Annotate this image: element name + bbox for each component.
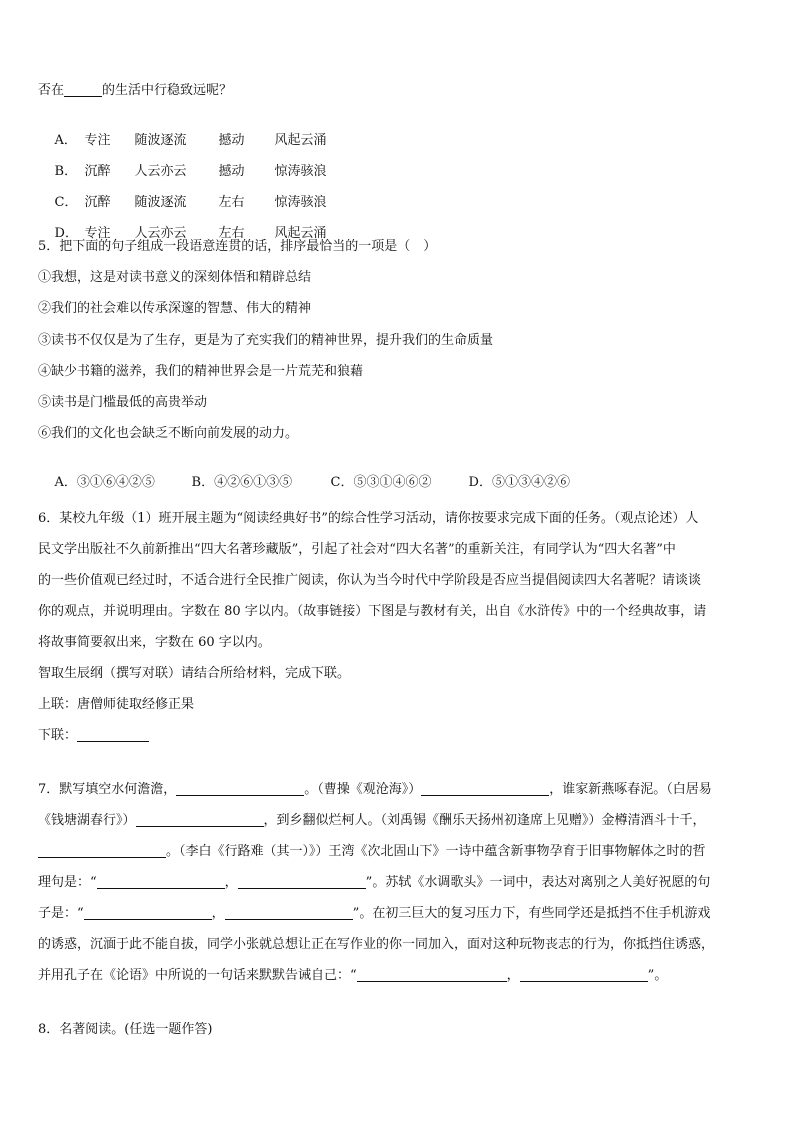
- option-word: 左右: [218, 195, 245, 210]
- option-label: C．: [54, 195, 78, 210]
- q6-text-line: 的一些价值观已经过时，不适合进行全民推广阅读，你认为当今时代中学阶段是否应当提倡阅读四大名著呢？请谈谈: [38, 573, 702, 588]
- option-word: 风起云涌: [274, 133, 327, 148]
- q8-stem: 8．名著阅读。(任选一题作答): [38, 1022, 213, 1037]
- text-segment: 的生活中行稳致远呢？: [102, 83, 233, 98]
- q6-shanglian: 上联：唐僧师徒取经修正果: [38, 697, 195, 712]
- q7-line: [38, 905, 710, 923]
- answer-blank: [136, 812, 264, 827]
- text-segment: ，谁家新燕啄春泥。（白居易: [549, 782, 712, 797]
- option-word: 随波逐流: [134, 195, 187, 210]
- q5-options: [38, 456, 570, 510]
- text-segment: 子是：“: [38, 906, 84, 921]
- text-segment: ，: [506, 968, 520, 983]
- option-label: D．: [54, 226, 78, 241]
- text-segment: 。（李白《行路难（其一）》）王湾《次北固山下》一诗中蕴含新事物孕育于旧事物解体之时的哲: [166, 844, 706, 859]
- option-label: A．: [54, 133, 77, 148]
- option-word: 惊涛骇浪: [274, 195, 327, 210]
- q6-text-line: 6．某校九年级（1）班开展主题为“阅读经典好书”的综合性学习活动，请你按要求完成下面的任务。（观点论述）人: [38, 511, 699, 526]
- q6-xialian: [38, 727, 149, 745]
- option-word: 随波逐流: [134, 133, 187, 148]
- q5-sentence: ⑥我们的文化也会缺乏不断向前发展的动力。: [38, 426, 299, 441]
- option-choice: D．⑤①③④②⑥: [468, 475, 570, 490]
- answer-blank: [176, 781, 304, 796]
- answer-blank: [421, 781, 549, 796]
- option-word: 人云亦云: [134, 164, 187, 179]
- q7-line: 的诱惑，沉湎于此不能自拔，同学小张就总想让正在写作业的你一同加入，面对这种玩物丧志的行为，你抵挡住诱惑，: [38, 937, 715, 952]
- text-segment: 否在: [38, 83, 65, 98]
- text-segment: ，: [224, 875, 238, 890]
- option-word: 撼动: [218, 133, 245, 148]
- option-word: 左右: [218, 226, 245, 241]
- option-word: 惊涛骇浪: [274, 164, 327, 179]
- answer-blank: [84, 905, 212, 920]
- q5-sentence: ④缺少书籍的滋养，我们的精神世界会是一片荒芜和狼藉: [38, 364, 364, 379]
- text-segment: 并用孔子在《论语》中所说的一句话来默默告诫自己：“: [38, 968, 357, 983]
- text-segment: ，到乡翻似烂柯人。（刘禹锡《酬乐天扬州初逢席上见赠》）金樽清酒斗十千，: [263, 813, 706, 828]
- answer-blank: [520, 967, 648, 982]
- q6-text-line: 民文学出版社不久前新推出“四大名著珍藏版”，引起了社会对“四大名著”的重新关注，有同学认为“四大名著”中: [38, 542, 676, 557]
- answer-blank: [225, 905, 353, 920]
- text-segment: 。（曹操《观沧海》）: [304, 782, 422, 797]
- option-word: 沉醉: [84, 164, 111, 179]
- q6-text-line: 将故事简要叙出来，字数在 60 字以内。: [38, 635, 271, 650]
- xialian-label: 下联：: [38, 728, 78, 743]
- text-segment: ”。在初三巨大的复习压力下，有些同学还是抵挡不住手机游戏: [352, 906, 711, 921]
- option-word: 沉醉: [84, 195, 111, 210]
- text-segment: 《钱塘湖春行》）: [38, 813, 136, 828]
- text-segment: 7．默写填空水何澹澹，: [38, 782, 177, 797]
- q7-line: [38, 843, 706, 861]
- text-segment: 理句是：“: [38, 875, 97, 890]
- q5-stem: 5．把下面的句子组成一段语意连贯的话，排序最恰当的一项是（ ）: [38, 239, 437, 254]
- text-segment: ”。苏轼《水调歌头》一词中，表达对离别之人美好祝愿的句: [365, 875, 711, 890]
- option-choice: C．⑤③①④⑥②: [330, 475, 432, 490]
- q5-sentence: ⑤读书是门槛最低的高贵举动: [38, 395, 208, 410]
- answer-blank: [97, 874, 225, 889]
- option-choice: B．④②⑥①③⑤: [191, 475, 293, 490]
- text-segment: ”。: [647, 968, 668, 983]
- q6-text-line: 你的观点，并说明理由。字数在 80 字以内。（故事链接）下图是与教材有关，出自《水浒传》中的一个经典故事，请: [38, 604, 707, 619]
- q5-sentence: ②我们的社会难以传承深邃的智慧、伟大的精神: [38, 301, 312, 316]
- q5-sentence: ①我想，这是对读书意义的深刻体悟和精辟总结: [38, 270, 312, 285]
- option-word: 撼动: [218, 164, 245, 179]
- option-word: 专注: [84, 226, 111, 241]
- q7-line: [38, 781, 712, 799]
- q5-sentence: ③读书不仅仅是为了生存，更是为了充实我们的精神世界，提升我们的生命质量: [38, 333, 494, 348]
- q6-text-line: 智取生辰纲（撰写对联）请结合所给材料，完成下联。: [38, 666, 351, 681]
- answer-blank: [64, 82, 102, 97]
- answer-blank: [38, 843, 166, 858]
- answer-blank: [357, 967, 507, 982]
- option-word: 风起云涌: [274, 226, 327, 241]
- answer-blank: [77, 727, 149, 742]
- option-choice: A．③①⑥④②⑤: [54, 475, 155, 490]
- option-word: 人云亦云: [134, 226, 187, 241]
- q7-line: [38, 812, 706, 830]
- q7-line: [38, 874, 710, 892]
- answer-blank: [238, 874, 366, 889]
- option-word: 专注: [84, 133, 111, 148]
- q7-line: [38, 967, 667, 985]
- text-segment: ，: [211, 906, 225, 921]
- option-label: B．: [54, 164, 78, 179]
- q4-stem-tail: [38, 82, 232, 100]
